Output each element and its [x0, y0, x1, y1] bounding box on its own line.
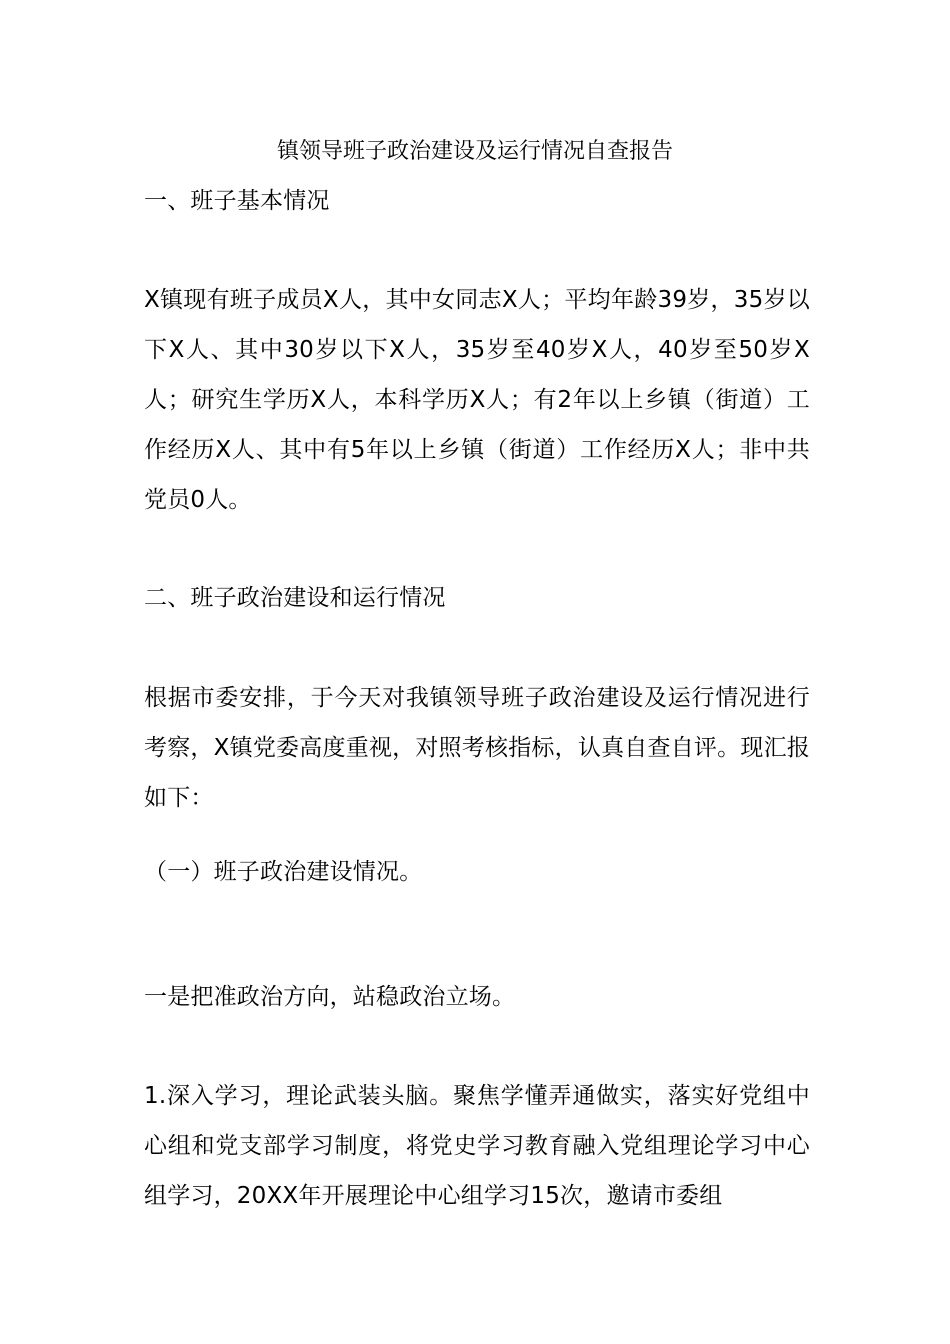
section-heading-basic-info: 一、班子基本情况 [144, 188, 330, 214]
subheading-political-construction-status: （一）班子政治建设情况。 [144, 859, 423, 885]
paragraph-political-direction: 一是把准政治方向，站稳政治立场。 [144, 984, 516, 1010]
paragraph-member-statistics: X镇现有班子成员X人，其中女同志X人；平均年龄39岁，35岁以下X人、其中30岁以下X人，35岁至40岁X人，40岁至50岁X人；研究生学历X人，本科学历X人；有2年以上乡镇（街道）工作经历X人、其中有5年以上乡镇（街道）工作经历X人；非中共党员0人。 [144, 287, 810, 513]
document-title: 镇领导班子政治建设及运行情况自查报告 [276, 139, 673, 164]
section-heading-political-construction: 二、班子政治建设和运行情况 [144, 585, 446, 611]
paragraph-theory-study: 1.深入学习，理论武装头脑。聚焦学懂弄通做实，落实好党组中心组和党支部学习制度，将党史学习教育融入党组理论学习中心组学习，20XX年开展理论中心组学习15次，邀请市委组 [144, 1083, 810, 1209]
paragraph-inspection-arrangement: 根据市委安排，于今天对我镇领导班子政治建设及运行情况进行考察，X镇党委高度重视，对照考核指标，认真自查自评。现汇报如下： [144, 685, 810, 811]
